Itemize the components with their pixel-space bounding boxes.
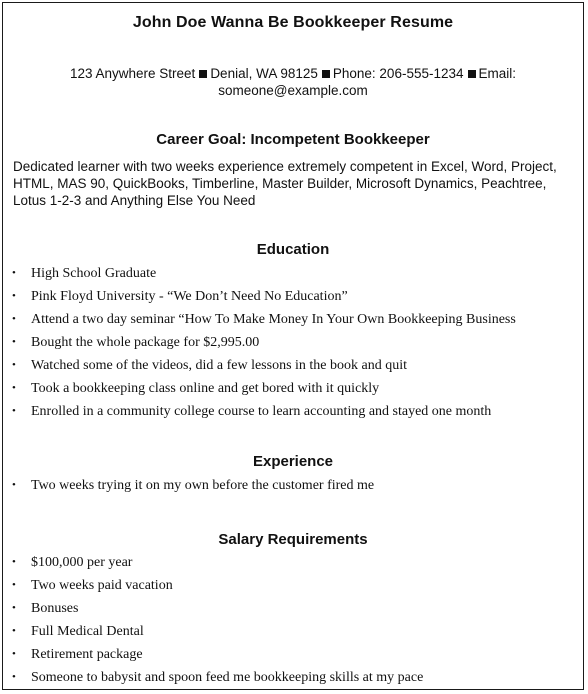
list-item-text: Retirement package	[31, 647, 143, 662]
list-item	[3, 308, 583, 331]
education-heading: Education	[256, 241, 330, 258]
list-item	[3, 474, 583, 497]
list-item-text: Someone to babysit and spoon feed me bookkeeping skills at my pace	[31, 670, 424, 685]
list-item	[3, 400, 583, 423]
list-item-text: Took a bookkeeping class online and get bored with it quickly	[31, 381, 380, 396]
resume-title: John Doe Wanna Be Bookkeeper Resume	[132, 14, 454, 31]
experience-list	[3, 474, 583, 497]
list-item-text: Two weeks paid vacation	[31, 578, 173, 593]
list-item	[3, 597, 583, 620]
list-item	[3, 354, 583, 377]
separator-square-icon	[322, 70, 330, 78]
education-list	[3, 262, 583, 423]
bullet-icon: •	[12, 671, 16, 683]
contact-info	[33, 65, 553, 99]
list-item	[3, 285, 583, 308]
list-item	[3, 377, 583, 400]
contact-address: 123 Anywhere Street	[69, 66, 196, 81]
bullet-icon: •	[12, 579, 16, 591]
bullet-icon: •	[12, 405, 16, 417]
list-item	[3, 620, 583, 643]
career-goal-text: Dedicated learner with two weeks experience extremely competent in Excel, Word, Project, HTML, MAS 90, QuickBooks, Timberline, Master Builder, Microsoft Dynamics, Peachtree, Lotus 1-2-3 and Anything Else You Need	[13, 159, 557, 208]
bullet-icon: •	[12, 382, 16, 394]
experience-heading: Experience	[252, 453, 334, 470]
bullet-icon: •	[12, 359, 16, 371]
bullet-icon: •	[12, 556, 16, 568]
bullet-icon: •	[12, 625, 16, 637]
list-item	[3, 331, 583, 354]
bullet-icon: •	[12, 602, 16, 614]
list-item-text: Full Medical Dental	[31, 624, 144, 639]
separator-square-icon	[199, 70, 207, 78]
bullet-icon: •	[12, 336, 16, 348]
bullet-icon: •	[12, 267, 16, 279]
contact-email-label: Email:	[478, 66, 517, 81]
list-item-text: Two weeks trying it on my own before the customer fired me	[31, 478, 375, 493]
salary-heading: Salary Requirements	[218, 531, 368, 548]
bullet-icon: •	[12, 648, 16, 660]
separator-square-icon	[468, 70, 476, 78]
contact-city: Denial, WA 98125	[210, 66, 318, 81]
contact-phone: Phone: 206-555-1234	[332, 66, 464, 81]
list-item-text: Bought the whole package for $2,995.00	[31, 335, 260, 350]
list-item	[3, 666, 583, 689]
list-item-text: Enrolled in a community college course to learn accounting and stayed one month	[31, 404, 492, 419]
list-item-text: Watched some of the videos, did a few lessons in the book and quit	[31, 358, 408, 373]
list-item	[3, 262, 583, 285]
list-item-text: Pink Floyd University - “We Don’t Need No Education”	[31, 289, 348, 304]
career-goal-heading: Career Goal: Incompetent Bookkeeper	[156, 131, 430, 148]
salary-list	[3, 551, 583, 689]
bullet-icon: •	[12, 479, 16, 491]
list-item	[3, 643, 583, 666]
resume-page	[2, 2, 584, 690]
list-item-text: Attend a two day seminar “How To Make Money In Your Own Bookkeeping Business	[31, 312, 516, 327]
list-item	[3, 574, 583, 597]
bullet-icon: •	[12, 290, 16, 302]
list-item-text: $100,000 per year	[31, 555, 133, 570]
list-item	[3, 551, 583, 574]
list-item-text: Bonuses	[31, 601, 79, 616]
contact-email: someone@example.com	[218, 83, 368, 98]
list-item-text: High School Graduate	[31, 266, 157, 281]
bullet-icon: •	[12, 313, 16, 325]
